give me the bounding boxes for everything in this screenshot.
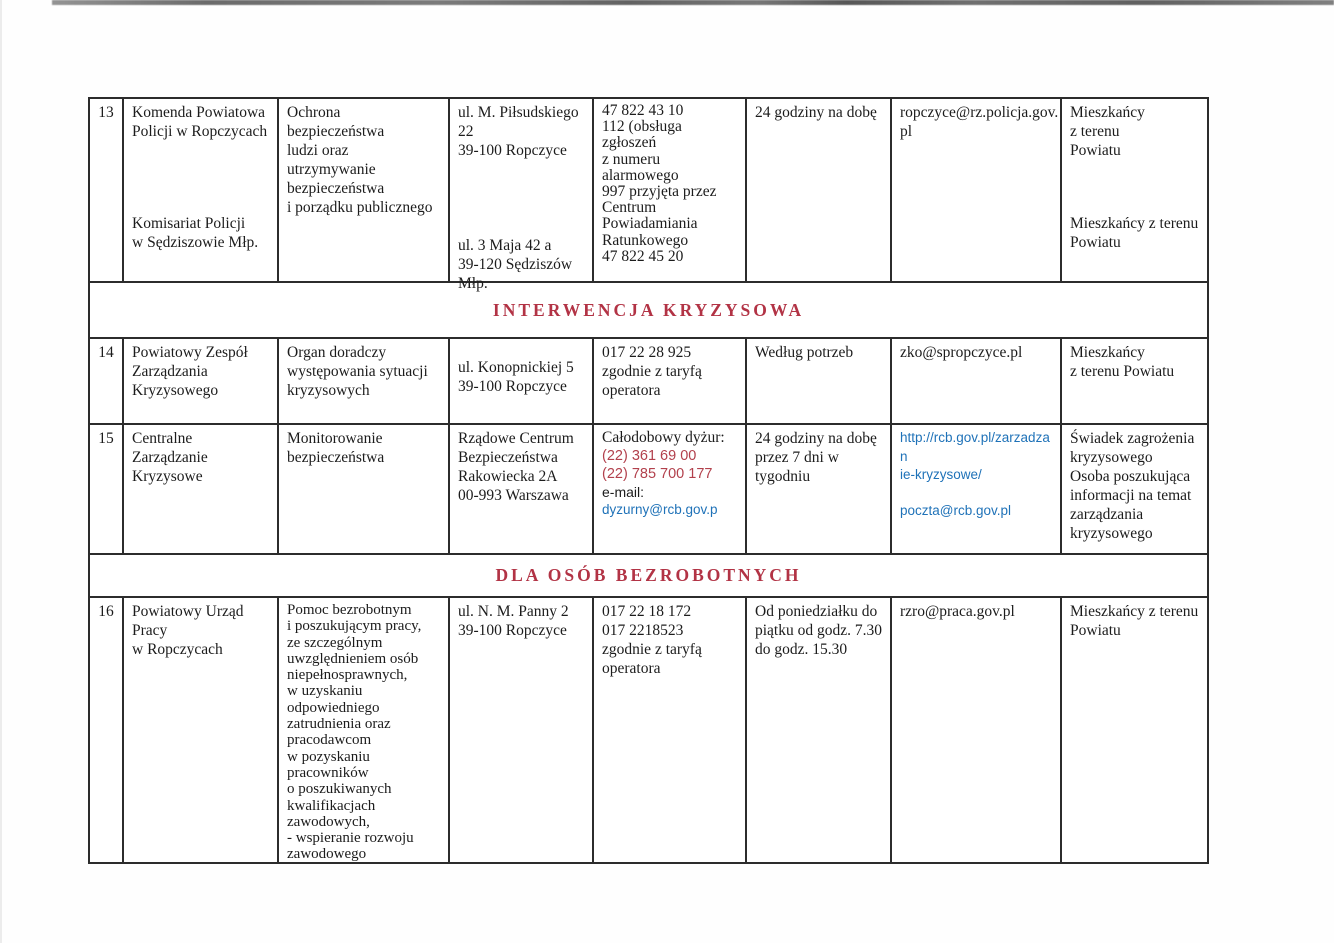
scope-text: Pomoc bezrobotnym i poszukującym pracy, ze szczególnym uwzględnieniem osób niepełnosprawnych, w uzyskaniu odpowiedniego zatrudnienia oraz pracodawcom w pozyskaniu pracowników o poszukiwanych kwalifikacjach zawodowych, - wspieranie rozwoju zawodowego <box>287 602 422 863</box>
service-hours: 24 godziny na dobę przez 7 dni w tygodniu <box>755 430 877 485</box>
duty-email-link: dyzurny@rcb.gov.p <box>602 502 718 517</box>
phone-numbers: 017 22 28 925 zgodnie z taryfą operatora <box>602 344 702 399</box>
email-address: ropczyce@rz.policja.gov. pl <box>900 104 1059 140</box>
recipients: Mieszkańcy z terenu Powiatu <box>1070 344 1175 380</box>
service-hours: Od poniedziałku do piątku od godz. 7.30 do godz. 15.30 <box>755 603 882 658</box>
address-primary: ul. M. Piłsudskiego 22 39-100 Ropczyce <box>458 104 579 159</box>
row13-scope-cell <box>279 99 450 283</box>
recipients: Mieszkańcy z terenu Powiatu <box>1070 603 1199 639</box>
address: ul. N. M. Panny 2 39-100 Ropczyce <box>458 603 569 639</box>
row14-email-cell <box>892 339 1062 425</box>
row13-phone-cell <box>594 99 747 283</box>
institution-name: Powiatowy Zespół Zarządzania Kryzysowego <box>132 344 248 399</box>
service-hours: 24 godziny na dobę <box>755 104 877 121</box>
row15-number-cell <box>90 425 124 555</box>
row15-hours-cell <box>747 425 892 555</box>
row15-institution-cell <box>124 425 279 555</box>
row15-address-cell <box>450 425 594 555</box>
row16-institution-cell <box>124 598 279 862</box>
row16-recipients-cell <box>1062 598 1207 862</box>
row16-address-cell <box>450 598 594 862</box>
phone-numbers: 47 822 43 10 112 (obsługa zgłoszeń z numeru alarmowego 997 przyjęta przez Centrum Powiadamiania Ratunkowego 47 822 45 20 <box>602 102 717 265</box>
section-title: INTERWENCJA KRYZYSOWA <box>492 299 805 320</box>
phone-numbers: 017 22 18 172 017 2218523 zgodnie z taryfą operatora <box>602 603 702 677</box>
row16-email-cell <box>892 598 1062 862</box>
row16-scope-cell <box>279 598 450 862</box>
row13-institution-cell <box>124 99 279 283</box>
scan-artifact-top-streak <box>52 0 1334 5</box>
scope-text: Monitorowanie bezpieczeństwa <box>287 430 385 466</box>
row15-phone-cell <box>594 425 747 555</box>
email-address: rzro@praca.gov.pl <box>900 603 1015 620</box>
emergency-contacts-table <box>88 97 1209 864</box>
address: ul. Konopnickiej 5 39-100 Ropczyce <box>458 359 574 395</box>
row13-hours-cell <box>747 99 892 283</box>
row13-recipients-cell <box>1062 99 1207 283</box>
email-link: poczta@rcb.gov.pl <box>900 502 1012 518</box>
scope-text: Organ doradczy występowania sytuacji kryzysowych <box>287 344 428 399</box>
row15-recipients-cell <box>1062 425 1207 555</box>
duty-phone-label: Całodobowy dyżur: <box>602 429 725 446</box>
row14-address-cell <box>450 339 594 425</box>
institution-name-primary: Komenda Powiatowa Policji w Ropczycach <box>132 104 268 140</box>
row14-phone-cell <box>594 339 747 425</box>
institution-name: Powiatowy Urząd Pracy w Ropczycach <box>132 603 244 658</box>
recipients-primary: Mieszkańcy z terenu Powiatu <box>1070 104 1145 159</box>
row15-email-cell <box>892 425 1062 555</box>
row14-recipients-cell <box>1062 339 1207 425</box>
email-address: zko@spropczyce.pl <box>900 344 1023 361</box>
row13-number-cell <box>90 99 124 283</box>
row13-address-cell <box>450 99 594 292</box>
row-number: 13 <box>98 104 114 121</box>
institution-name: Centralne Zarządzanie Kryzysowe <box>132 430 208 485</box>
duty-phone-2: (22) 785 700 177 <box>602 466 713 482</box>
scan-artifact-left-edge <box>0 0 2 943</box>
row14-number-cell <box>90 339 124 425</box>
service-hours: Według potrzeb <box>755 344 854 361</box>
row15-scope-cell <box>279 425 450 555</box>
section-header-interwencja-kryzysowa <box>90 283 1207 339</box>
section-title: DLA OSÓB BEZROBOTNYCH <box>495 565 802 585</box>
scope-text: Ochrona bezpieczeństwa ludzi oraz utrzymywanie bezpieczeństwa i porządku publicznego <box>287 104 433 216</box>
row16-phone-cell <box>594 598 747 862</box>
recipients: Świadek zagrożenia kryzysowego Osoba poszukująca informacji na temat zarządzania kryzysowego <box>1070 430 1195 542</box>
address-secondary: ul. 3 Maja 42 a 39-120 Sędziszów Młp. <box>458 237 573 292</box>
row-number: 14 <box>98 344 114 361</box>
row16-number-cell <box>90 598 124 862</box>
row13-email-cell <box>892 99 1062 283</box>
row16-hours-cell <box>747 598 892 862</box>
duty-phone-1: (22) 361 69 00 <box>602 448 697 464</box>
row-number: 16 <box>98 603 114 620</box>
section-header-dla-osob-bezrobotnych <box>90 555 1207 598</box>
institution-name-secondary: Komisariat Policji w Sędziszowie Młp. <box>132 215 259 251</box>
website-link: http://rcb.gov.pl/zarzadzan ie-kryzysowe/ <box>900 430 1050 482</box>
address: Rządowe Centrum Bezpieczeństwa Rakowiecka 2A 00-993 Warszawa <box>458 430 574 504</box>
email-label: e-mail: <box>602 484 645 500</box>
row14-scope-cell <box>279 339 450 425</box>
row14-institution-cell <box>124 339 279 425</box>
recipients-secondary: Mieszkańcy z terenu Powiatu <box>1070 215 1199 251</box>
row-number: 15 <box>98 430 114 447</box>
row14-hours-cell <box>747 339 892 425</box>
